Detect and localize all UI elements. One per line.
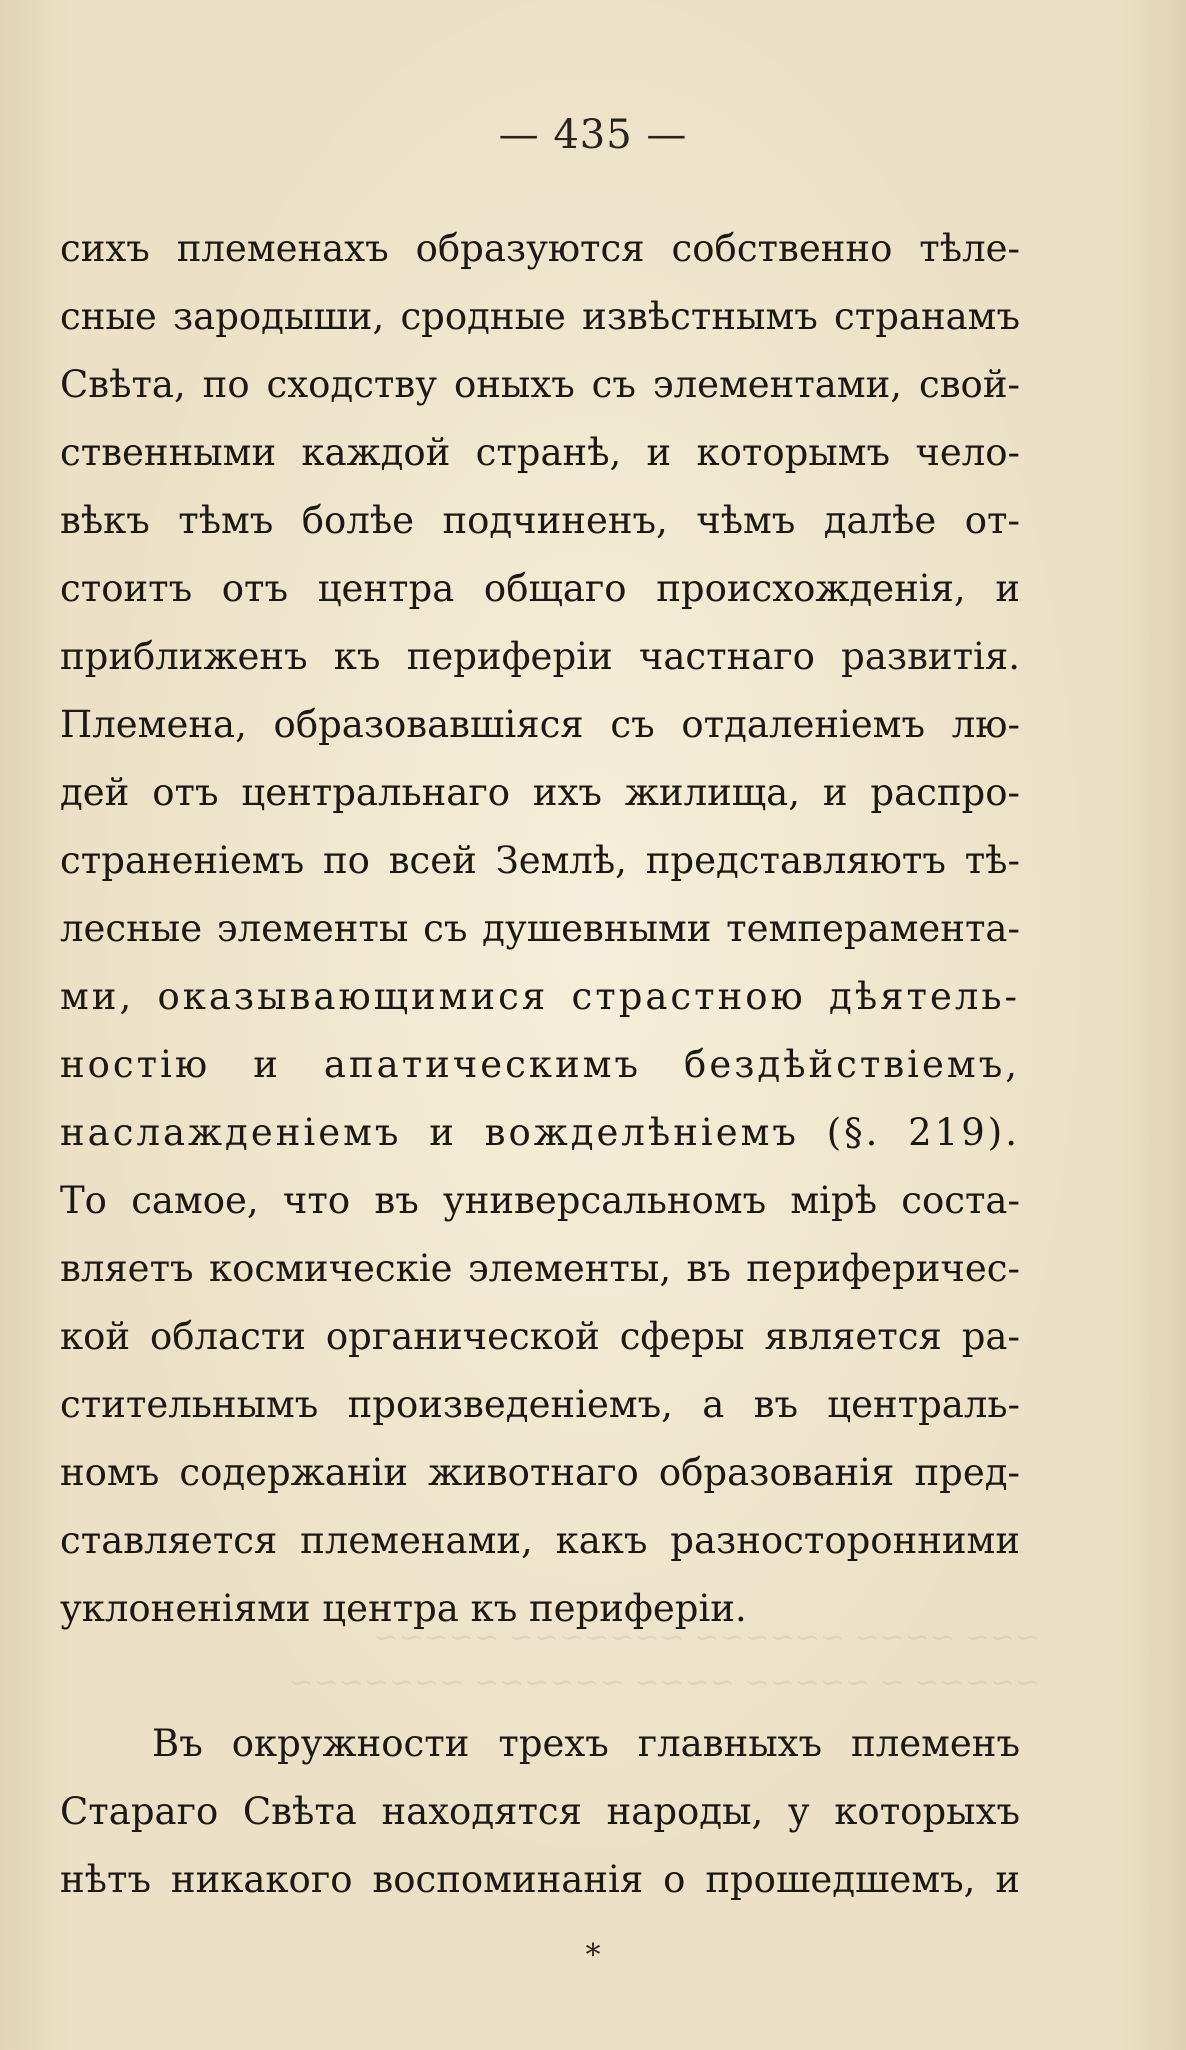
- paragraph-2: [60, 1710, 1020, 1914]
- text-line: вляетъ космическіе элементы, въ периферичес-: [60, 1247, 1020, 1290]
- text-line: кой области органической сферы является ра-: [60, 1315, 1020, 1358]
- text-line: Племена, образовавшіяся съ отдаленіемъ лю-: [60, 703, 1020, 746]
- text-line: лесные элементы съ душевными темперамента-: [60, 907, 1020, 950]
- paragraph-1: [60, 215, 1020, 1643]
- text-line: нѣтъ никакого воспоминанія о прошедшемъ, и: [60, 1858, 1020, 1901]
- text-line: страненіемъ по всей Землѣ, представляютъ тѣ-: [60, 839, 1020, 882]
- text-line-spaced: ми, оказывающимися страстною дѣятель-: [60, 975, 1020, 1018]
- text-line-spaced: ностію и апатическимъ бездѣйствіемъ,: [60, 1043, 1020, 1086]
- text-line: стоитъ отъ центра общаго происхожденія, и: [60, 567, 1020, 610]
- bleed-through-text: ~~~ ~~~~ ~~~~~~ ~~~~~~~ ~~~~~: [373, 1620, 1040, 1655]
- text-line: сихъ племенахъ образуются собственно тѣле-: [60, 227, 1020, 270]
- text-line: приближенъ къ периферіи частнаго развитія.: [60, 635, 1020, 678]
- text-line: Стараго Свѣта находятся народы, у которыхъ: [60, 1790, 1020, 1833]
- text-line-indent: Въ окружности трехъ главныхъ племенъ: [152, 1722, 1020, 1765]
- text-line: ственными каждой странѣ, и которымъ чело-: [60, 431, 1020, 474]
- text-line: Свѣта, по сходству оныхъ съ элементами, свой-: [60, 363, 1020, 406]
- text-line: сные зародыши, сродные извѣстнымъ странамъ: [60, 295, 1020, 338]
- text-line: дей отъ центральнаго ихъ жилища, и распро-: [60, 771, 1020, 814]
- text-line: То самое, что въ универсальномъ мірѣ соста-: [60, 1179, 1020, 1222]
- signature-mark: *: [585, 1938, 601, 1973]
- page-number: — 435 —: [498, 112, 688, 158]
- bleed-through-text: ~~~~~ ~ ~~~~~ ~~~~ ~~~~~~ ~~~~~~~: [288, 1665, 1040, 1700]
- text-line: ставляется племенами, какъ разносторонними: [60, 1519, 1020, 1562]
- text-line: номъ содержаніи животнаго образованія пред-: [60, 1451, 1020, 1494]
- text-line: стительнымъ произведеніемъ, а въ централь-: [60, 1383, 1020, 1426]
- text-line: вѣкъ тѣмъ болѣе подчиненъ, чѣмъ далѣе от-: [60, 499, 1020, 542]
- text-line-spaced: наслажденіемъ и вожделѣніемъ (§. 219).: [60, 1111, 1020, 1154]
- text-line-last: уклоненіями центра къ периферіи.: [60, 1587, 747, 1630]
